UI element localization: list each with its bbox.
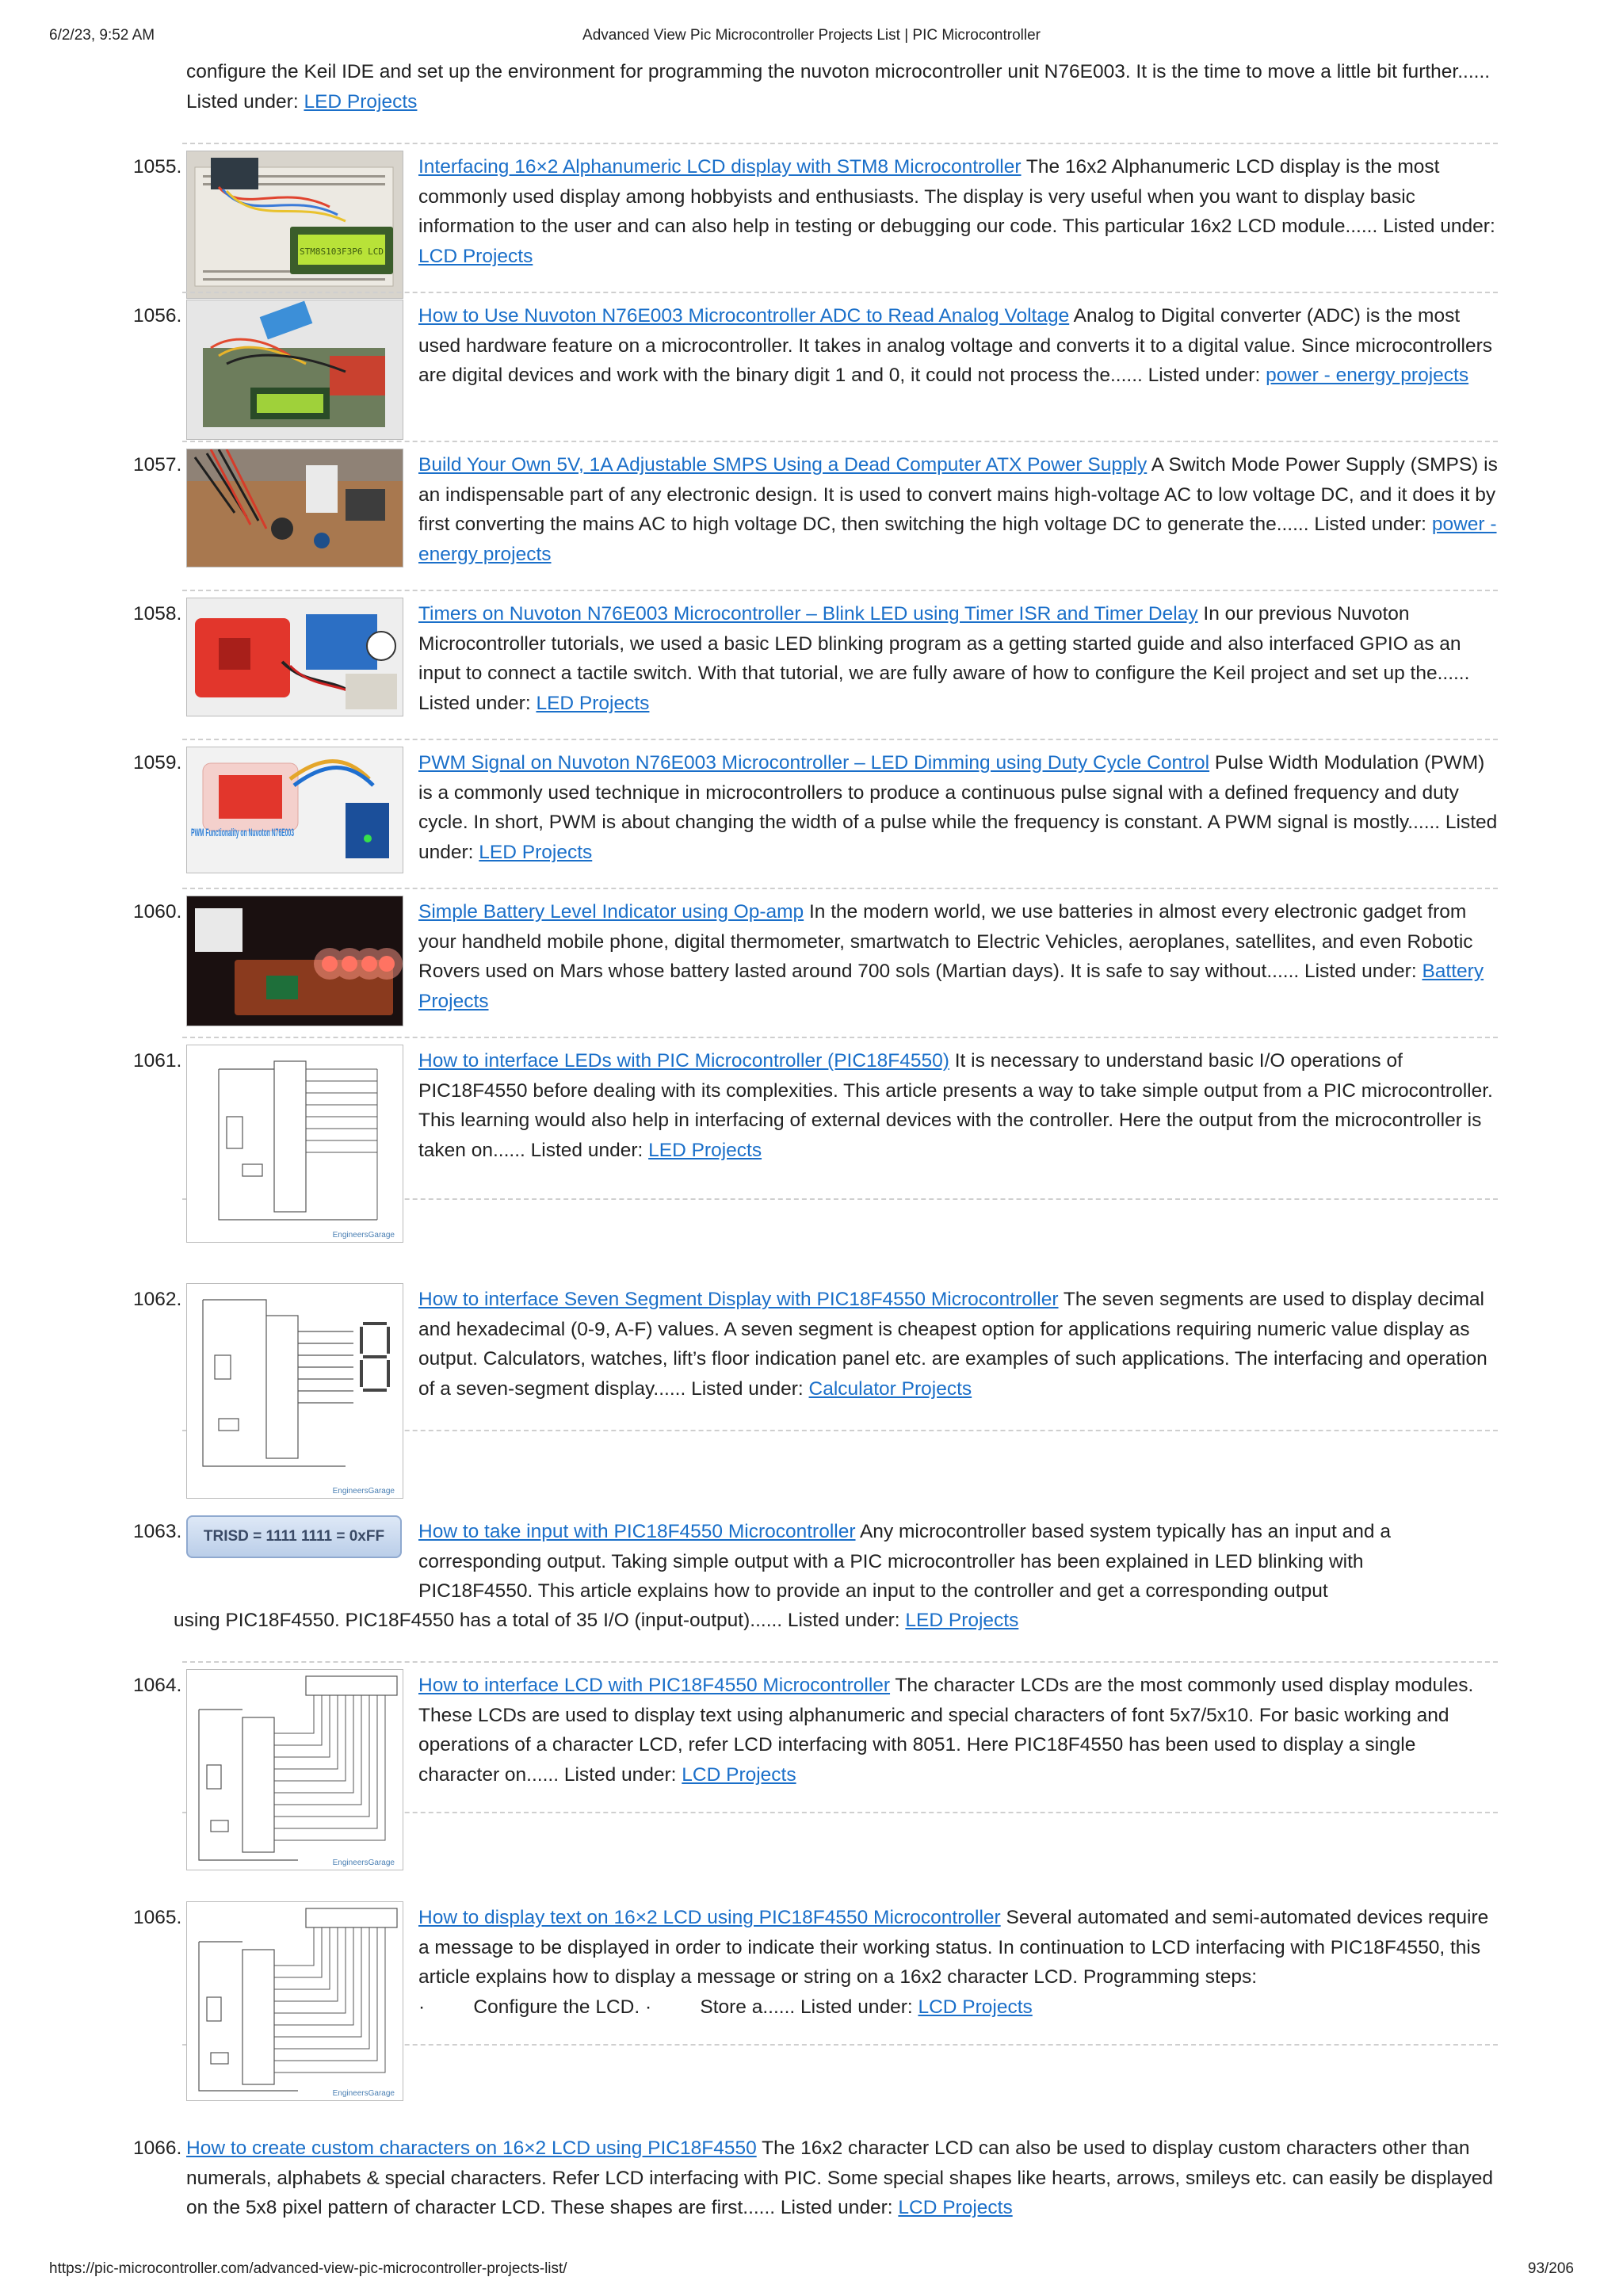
- item-number: 1061.: [133, 1050, 182, 1072]
- print-url: https://pic-microcontroller.com/advanced-view-pic-microcontroller-projects-list/: [49, 2260, 567, 2277]
- item-thumbnail[interactable]: [186, 1515, 402, 1558]
- item-thumbnail[interactable]: [186, 598, 403, 716]
- item-description-line: PIC18F4550. This article explains how to provide an input to the controller and get a corresponding output: [418, 1580, 1328, 1602]
- item-category-link[interactable]: LCD Projects: [898, 2197, 1013, 2218]
- previous-item-continuation: [186, 57, 1502, 117]
- item-thumbnail[interactable]: [186, 449, 403, 567]
- item-number: 1063.: [133, 1521, 182, 1542]
- item-body: [418, 152, 1498, 271]
- item-title-link[interactable]: How to interface LEDs with PIC Microcontroller (PIC18F4550): [418, 1050, 949, 1072]
- item-title-link[interactable]: How to interface Seven Segment Display with PIC18F4550 Microcontroller: [418, 1289, 1059, 1310]
- item-title-link[interactable]: Timers on Nuvoton N76E003 Microcontroller – Blink LED using Timer ISR and Timer Delay: [418, 603, 1198, 625]
- item-divider: [182, 441, 1498, 442]
- item-title-link[interactable]: How to take input with PIC18F4550 Microcontroller: [418, 1521, 856, 1542]
- item-description: The 16x2 character LCD can also be used to display custom characters other than numerals, alphabets & special characters. Refer LCD interfacing with PIC. Some special shapes like hearts, arrows, smileys etc. can easily be displayed on the 5x8 pixel pattern of character LCD. These shapes are first...... Listed under:: [186, 2137, 1494, 2218]
- item-number: 1055.: [133, 156, 182, 178]
- item-number: 1058.: [133, 603, 182, 625]
- item-thumbnail[interactable]: [186, 1901, 403, 2101]
- print-page-title: Advanced View Pic Microcontroller Projects List | PIC Microcontroller: [582, 27, 1041, 44]
- thumbnail-caption: PWM Functionality on Nuvoton N76E003: [191, 826, 295, 839]
- item-category-link[interactable]: LCD Projects: [418, 245, 533, 267]
- item-category-link[interactable]: LCD Projects: [682, 1763, 796, 1786]
- item-number: 1065.: [133, 1907, 182, 1928]
- item-body: [418, 1046, 1498, 1165]
- schematic-watermark: EngineersGarage: [332, 1231, 395, 1240]
- intro-category-link[interactable]: LED Projects: [304, 90, 418, 113]
- item-body: [418, 897, 1498, 1016]
- item-category-link[interactable]: Calculator Projects: [808, 1377, 972, 1400]
- item-number: 1059.: [133, 752, 182, 774]
- item-title-link[interactable]: How to Use Nuvoton N76E003 Microcontroller ADC to Read Analog Voltage: [418, 305, 1070, 327]
- schematic-watermark: EngineersGarage: [332, 2089, 395, 2098]
- item-description: The character LCDs are the most commonly used display modules. These LCDs are used to display text using alphanumeric and special characters of font 5x7/5x10. For basic working and operations of a character LCD, refer LCD interfacing with 8051. Here PIC18F4550 has been used to display a single character on...... Listed under:: [418, 1675, 1474, 1786]
- item-category-link[interactable]: LED Projects: [905, 1610, 1019, 1631]
- item-body: [418, 301, 1498, 391]
- item-title-link[interactable]: How to interface LCD with PIC18F4550 Microcontroller: [418, 1675, 891, 1696]
- item-description: In our previous Nuvoton Microcontroller tutorials, we used a basic LED blinking program as a getting started guide and also interfaced GPIO as an input to connect a tactile switch. With that tutorial, we are fully aware of how to configure the Keil project and set up the...... Listed under:: [418, 603, 1470, 714]
- lcd-screen-text: STM8S103F3P6 LCD: [300, 246, 384, 257]
- item-body: [418, 1517, 1498, 1606]
- item-divider: [182, 292, 1498, 293]
- item-number: 1057.: [133, 454, 182, 476]
- item-divider: [182, 143, 1498, 144]
- item-description: A Switch Mode Power Supply (SMPS) is an indispensable part of any electronic design. It is used to convert mains high-voltage AC to low voltage DC, and it does it by first converting the mains AC to high voltage DC, then switching the high voltage DC to generate the...... Listed under:: [418, 454, 1498, 535]
- item-divider: [182, 739, 1498, 740]
- banner-text: TRISD = 1111 1111 = 0xFF: [203, 1528, 385, 1545]
- item-body: [418, 1671, 1498, 1790]
- item-description-line: corresponding output. Taking simple output with a PIC microcontroller has been explained in LED blinking with: [418, 1550, 1364, 1572]
- schematic-watermark: EngineersGarage: [332, 1487, 395, 1496]
- item-number: 1060.: [133, 901, 182, 923]
- item-description: The 16x2 Alphanumeric LCD display is the most commonly used display among hobbyists and enthusiasts. The display is very useful when you want to display basic information to the user and can also help in testing or debugging our code. This particular 16x2 LCD module...... Listed under:: [418, 156, 1495, 237]
- item-title-link[interactable]: Interfacing 16×2 Alphanumeric LCD display with STM8 Microcontroller: [418, 156, 1022, 178]
- item-divider: [182, 1661, 1498, 1663]
- item-thumbnail[interactable]: [186, 747, 403, 873]
- item-divider: [182, 1037, 1498, 1038]
- item-description: Analog to Digital converter (ADC) is the most used hardware feature on a microcontroller. It takes in analog voltage and converts it to a digital value. Since microcontrollers are digital devices and work with the binary digit 1 and 0, it could not process the...... Listed under:: [418, 305, 1493, 386]
- print-datetime: 6/2/23, 9:52 AM: [49, 27, 155, 44]
- item-body: [418, 599, 1498, 718]
- item-category-link[interactable]: power - energy projects: [1266, 365, 1469, 386]
- intro-text: configure the Keil IDE and set up the environment for programming the nuvoton microcontroller unit N76E003. It is the time to move a little bit further...... Listed under:: [186, 61, 1491, 113]
- item-description: It is necessary to understand basic I/O operations of PIC18F4550 before dealing with its complexities. This article presents a way to take simple output from a PIC microcontroller. This learning would also help in interfacing of external devices with the controller. Here the output from the microcontroller is taken on...... Listed under:: [418, 1050, 1493, 1161]
- item-divider: [182, 590, 1498, 591]
- item-category-link[interactable]: LED Projects: [479, 841, 593, 863]
- item-description: The seven segments are used to display decimal and hexadecimal (0-9, A-F) values. A seven segment is cheapest option for applications requiring numeric value display as output. Calculators, watches, lift’s floor indication panel etc. are examples of such applications. The interfacing and operation of a seven-segment display...... Listed under:: [418, 1289, 1487, 1400]
- item-category-link[interactable]: power - energy projects: [418, 514, 1497, 565]
- item-divider: [182, 888, 1498, 889]
- item-title-link[interactable]: Simple Battery Level Indicator using Op-amp: [418, 901, 804, 923]
- item-body: [418, 1285, 1498, 1404]
- item-thumbnail[interactable]: [186, 896, 403, 1026]
- item-category-link[interactable]: LCD Projects: [918, 1996, 1033, 2018]
- item-thumbnail[interactable]: [186, 151, 403, 299]
- item-number: 1056.: [133, 305, 182, 327]
- item-category-link[interactable]: LED Projects: [648, 1139, 762, 1161]
- item-description: Pulse Width Modulation (PWM) is a commonly used technique in microcontrollers to produce a continuous pulse signal with a defined frequency and duty cycle. In short, PWM is about changing the width of a pulse while the frequency is constant. A PWM signal is mostly...... Listed under:: [418, 752, 1498, 863]
- item-body: [418, 748, 1498, 867]
- item-description: Several automated and semi-automated devices require a message to be displayed in order to indicate their working status. In continuation to LCD interfacing with PIC18F4550, this article explains how to display a message or string on a 16x2 character LCD. Programming steps:: [418, 1907, 1489, 1988]
- item-number: 1066.: [133, 2137, 182, 2159]
- item-category-link[interactable]: LED Projects: [536, 692, 650, 714]
- item-number: 1062.: [133, 1289, 182, 1310]
- item-number: 1064.: [133, 1675, 182, 1696]
- schematic-watermark: EngineersGarage: [332, 1859, 395, 1867]
- item-title-link[interactable]: How to create custom characters on 16×2 LCD using PIC18F4550: [186, 2137, 757, 2159]
- item-body: [418, 1903, 1498, 2022]
- item-description-line: Any microcontroller based system typically has an input and a: [855, 1521, 1391, 1542]
- item-title-link[interactable]: How to display text on 16×2 LCD using PIC18F4550 Microcontroller: [418, 1907, 1001, 1928]
- item-thumbnail[interactable]: [186, 1283, 403, 1499]
- item-thumbnail[interactable]: [186, 1045, 403, 1243]
- item-description-line: using PIC18F4550. PIC18F4550 has a total of 35 I/O (input-output)...... Listed under:: [174, 1610, 906, 1631]
- item-body: [186, 2134, 1498, 2223]
- item-title-link[interactable]: PWM Signal on Nuvoton N76E003 Microcontroller – LED Dimming using Duty Cycle Control: [418, 752, 1210, 774]
- item-continuation: [174, 1606, 1018, 1636]
- print-page-number: 93/206: [1527, 2260, 1574, 2277]
- item-title-link[interactable]: Build Your Own 5V, 1A Adjustable SMPS Using a Dead Computer ATX Power Supply: [418, 454, 1148, 476]
- item-steps: · Configure the LCD. · Store a...... Listed under:: [418, 1996, 918, 2018]
- item-body: [418, 450, 1498, 569]
- item-description: In the modern world, we use batteries in almost every electronic gadget from your handheld mobile phone, digital thermometer, smartwatch to Electric Vehicles, aeroplanes, satellites, and even Robotic Rovers used on Mars whose battery lasted around 700 sols (Martian days). It is safe to say without...... Listed under:: [418, 901, 1473, 982]
- item-category-link[interactable]: Battery Projects: [418, 961, 1484, 1012]
- item-thumbnail[interactable]: [186, 1669, 403, 1870]
- item-thumbnail[interactable]: [186, 300, 403, 440]
